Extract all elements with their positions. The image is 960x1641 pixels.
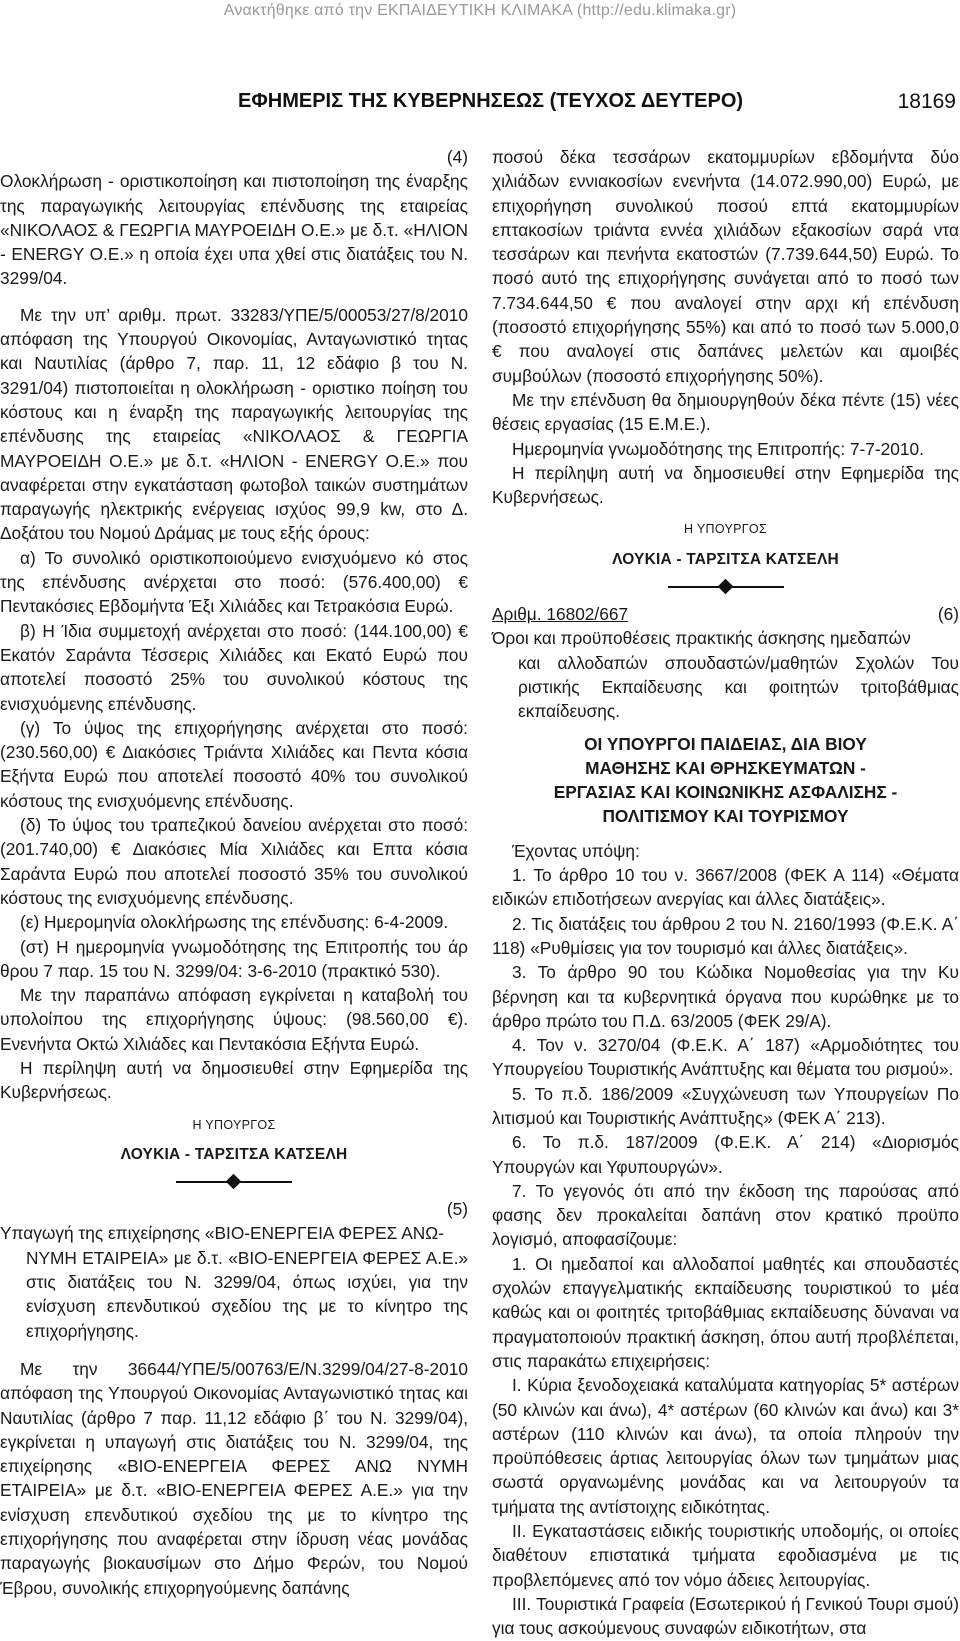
consideration-item: 2. Τις διατάξεις του άρθρου 2 του Ν. 2160/1993 (Φ.Ε.Κ. Α΄ 118) «Ρυθμίσεις για τον τουρισμό και άλλες διατάξεις».: [492, 913, 959, 958]
page-header: [0, 90, 960, 120]
ministers-heading: [492, 732, 959, 829]
diamond-icon: [717, 579, 733, 595]
section-divider: [492, 576, 959, 598]
item-5-signer-name: ΛΟΥΚΙΑ - ΤΑΡΣΙΤΣΑ ΚΑΤΣΕΛΗ: [612, 550, 839, 568]
item-6-number: (6): [937, 604, 959, 625]
item-4-number: (4): [446, 147, 468, 167]
consideration-item: 4. Τον ν. 3270/04 (Φ.Ε.Κ. Α΄ 187) «Αρμοδιότητες του Υπουργείου Τουριστικής Ανάπτυξης και θέματα του ρισμού».: [492, 1035, 959, 1080]
ministers-heading-line: ΟΙ ΥΠΟΥΡΓΟΙ ΠΑΙΔΕΙΑΣ, ΔΙΑ ΒΙΟΥ: [584, 733, 867, 754]
item-5-continued: Η περίληψη αυτή να δημοσιευθεί στην Εφημερίδα της Κυβερνήσεως.: [492, 462, 959, 508]
decision-article: I. Κύρια ξενοδοχειακά καταλύματα κατηγορίας 5* αστέρων (50 κλινών και άνω), 4* αστέρων (60 κλινών και άνω) και 3* αστέρων (110 κλινών και άνω), τα οποία πληρούν την προϋπόθεσεις άρτιας λειτουργίας όλων των τμημάτων μιας σωστά οργανωμένης μονάδας και να λειτουργούν τα τμήματα της αντίστοιχης ειδικότητας.: [492, 1375, 959, 1517]
consideration-item: 3. Το άρθρο 90 του Κώδικα Νομοθεσίας για την Κυ βέρνηση και τα κυβερνητικά όργανα που κυρώθηκε με το άρθρο πρώτο του Π.Δ. 63/2005 (ΦΕΚ 29/Α).: [492, 962, 959, 1031]
item-4-paragraph: (ε) Ημερομηνία ολοκλήρωσης της επένδυσης: 6-4-2009.: [20, 912, 449, 933]
consideration-item: 7. Το γεγονός ότι από την έκδοση της παρούσας από φασης δεν προκαλείται δαπάνη στον κρατικό προϋπο λογισμό, αποφασίζουμε:: [492, 1180, 959, 1250]
right-column: [492, 145, 959, 1641]
item-6-header: [492, 602, 959, 626]
consideration-item: 6. Το π.δ. 187/2009 (Φ.Ε.Κ. Α΄ 214) «Διορισμός Υπουργών και Υφυπουργών».: [492, 1132, 959, 1177]
item-4-signer-role: Η ΥΠΟΥΡΓΟΣ: [192, 1117, 276, 1132]
ministers-heading-line: ΠΟΛΙΤΙΣΜΟΥ ΚΑΙ ΤΟΥΡΙΣΜΟΥ: [602, 806, 849, 827]
source-note[interactable]: Ανακτήθηκε από την ΕΚΠΑΙΔΕΥΤΙΚΗ ΚΛΙΜΑΚΑ (http://edu.klimaka.gr): [223, 2, 737, 19]
item-4-paragraph: (γ) Το ύψος της επιχορήγησης ανέρχεται στο ποσό: (230.560,00) € Διακόσιες Τριάντα Χιλιάδες και Πεντα κόσια Εξήντα Ευρώ που αποτελεί ποσοστό 40% του συνολικού κόστους της ενισχυόμενης επένδυσης.: [0, 717, 468, 811]
item-4-paragraph: (δ) Το ύψος του τραπεζικού δανείου ανέρχεται στο ποσό: (201.740,00) € Διακόσιες Μία Χιλιάδες και Επτα κόσια Σαράντα Ευρώ που αποτελεί ποσοστό 35% του συνολικού κόστους της ενισχυόμενης επένδυσης.: [0, 815, 468, 908]
page-number: 18169: [897, 90, 956, 113]
item-5-title-first: Υπαγωγή της επιχείρησης «ΒΙΟ-ΕΝΕΡΓΕΙΑ ΦΕΡΕΣ ΑΝΩ-: [0, 1223, 444, 1244]
item-4-title: Ολοκλήρωση - οριστικοποίηση και πιστοποίηση της έναρξης της παραγωγικής λειτουργίας επένδυσης της εταιρείας «ΝΙΚΟΛΑΟΣ & ΓΕΩΡΓΙΑ ΜΑΥΡΟΕΙΔΗ Ο.Ε.» με δ.τ. «ΗΛΙΟΝ - ENERGY Ο.Ε.» η οποία έχει υπα χθεί στις διατάξεις του Ν. 3299/04.: [0, 171, 468, 289]
item-6-title-rest: και αλλοδαπών σπουδαστών/μαθητών Σχολών Του ριστικής Εκπαίδευσης και φοιτητών τριτοβάθμιας εκπαίδευσης.: [518, 652, 959, 722]
consideration-item: 1. Το άρθρο 10 του ν. 3667/2008 (ΦΕΚ Α 114) «Θέματα ειδικών επιδοτήσεων ανεργίας και άλλες διατάξεις».: [492, 865, 959, 910]
item-4-paragraph: Η περίληψη αυτή να δημοσιευθεί στην Εφημερίδα της Κυβερνήσεως.: [0, 1057, 468, 1103]
left-column: [0, 145, 468, 1600]
gazette-title: ΕΦΗΜΕΡΙΣ ΤΗΣ ΚΥΒΕΡΝΗΣΕΩΣ (ΤΕΥΧΟΣ ΔΕΥΤΕΡΟ): [238, 90, 744, 112]
item-4-paragraph: Με την υπ’ αριθμ. πρωτ. 33283/ΥΠΕ/5/00053/27/8/2010 απόφαση της Υπουργού Οικονομίας, Ανταγωνιστικό τητας και Ναυτιλίας (άρθρο 7, παρ. 11, 12 εδάφιο β του Ν. 3291/04) πιστοποιείται η ολοκλήρωση - οριστικο ποίηση του κόστους και η έναρξη της παραγωγικής λειτουργίας της επένδυσης της εταιρείας «ΝΙΚΟΛΑΟΣ & ΓΕΩΡΓΙΑ ΜΑΥΡΟΕΙΔΗ Ο.Ε.» με δ.τ. «ΗΛΙΟΝ - ENERGY Ο.Ε.» που αναφέρεται στην εγκατάσταση φωτοβολ ταικών συστημάτων παραγωγής ηλεκτρικής ενέργειας ισχύος 99,9 kw, στο Δ. Δοξάτου του Νομού Δράμας με τους εξής όρους:: [0, 304, 468, 544]
item-5-continued: Με την επένδυση θα δημιουργηθούν δέκα πέντε (15) νέες θέσεις εργασίας (15 Ε.Μ.Ε.).: [492, 389, 959, 435]
item-6-title-first: Όροι και προϋποθέσεις πρακτικής άσκησης ημεδαπών: [492, 628, 911, 649]
diamond-icon: [226, 1174, 242, 1190]
item-6-reference: Αριθμ. 16802/667: [492, 604, 629, 625]
item-4-paragraph: β) Η Ίδια συμμετοχή ανέρχεται στο ποσό: (144.100,00) € Εκατόν Σαράντα Τέσσερις Χιλιάδες και Εκατό Ευρώ που αποτελεί ποσοστό 25% του συνολικού κόστους της ενισχυόμενης επένδυσης.: [0, 620, 468, 714]
item-4-paragraph: α) Το συνολικό οριστικοποιούμενο ενισχυόμενο κό στος της επένδυσης ανέρχεται στο ποσό: (576.400,00) € Πεντακόσιες Εβδομήντα Έξι Χιλιάδες και Τετρακόσια Ευρώ.: [0, 547, 468, 617]
section-divider: [0, 1171, 468, 1193]
item-5-signer-role: Η ΥΠΟΥΡΓΟΣ: [684, 522, 767, 537]
item-4-signer-name: ΛΟΥΚΙΑ - ΤΑΡΣΙΤΣΑ ΚΑΤΣΕΛΗ: [120, 1145, 348, 1163]
item-5-continued: ποσού δέκα τεσσάρων εκατομμυρίων εβδομήντα δύο χιλιάδων εννιακοσίων ενενήντα (14.072.990,00) Ευρώ, με επιχορήγηση συνολικού ποσού επτά εκατομμυρίων επτακοσίων τριάντα εννέα χιλιάδων εξακοσίων σαρά ντα τεσσάρων και πενήντα εκατοστών (7.739.644,50) Ευρώ. Το ποσό αυτό της επιχορήγησης συνάγεται από το ποσό των 7.734.644,50 € που αναλογεί στην αρχι κή επένδυση (ποσοστό επιχορήγησης 55%) και από το ποσό των 5.000,0 € που αναλογεί στις δαπάνες μελετών και αμοιβές συμβούλων (ποσοστό επιχορήγησης 50%).: [492, 147, 959, 386]
item-5-paragraph: Με την 36644/ΥΠΕ/5/00763/Ε/Ν.3299/04/27-8-2010 απόφαση της Υπουργού Οικονομίας Ανταγωνιστικό τητας και Ναυτιλίας (άρθρο 7 παρ. 11,12 εδάφιο β΄ του Ν. 3299/04), εγκρίνεται η υπαγωγή στις διατάξεις του Ν. 3299/04, της επιχείρησης «ΒΙΟ-ΕΝΕΡΓΕΙΑ ΦΕΡΕΣ ΑΝΩ ΝΥΜΗ ΕΤΑΙΡΕΙΑ» με δ.τ. «ΒΙΟ-ΕΝΕΡΓΕΙΑ ΦΕΡΕΣ Α.Ε.» για την ενίσχυση επενδυτικού σχεδίου της με το κίνητρο της επιχορήγησης που αναφέρεται στην ίδρυση νέας μονάδας παραγωγής βιοκαυσίμων στο Δήμο Φερών, του Νομού Έβρου, συνολικής επιχορηγούμενης δαπάνης: [0, 1358, 468, 1598]
consideration-item: 5. Το π.δ. 186/2009 «Συγχώνευση των Υπουργείων Πο λιτισμού και Τουριστικής Ανάπτυξης» (ΦΕΚ Α΄ 213).: [492, 1083, 959, 1128]
item-4-paragraph: Με την παραπάνω απόφαση εγκρίνεται η καταβολή του υπολοίπου της επιχορήγησης ύψους: (98.560,00 €). Ενενήντα Οκτώ Χιλιάδες και Πεντακόσια Εξήντα Ευρώ.: [0, 985, 468, 1054]
decision-article: II. Εγκαταστάσεις ειδικής τουριστικής υποδομής, οι οποίες διαθέτουν επιστατικά τμήματα εφοδιασμένα με τις προβλεπόμενες από τον νόμο άδειες λειτουργίας.: [492, 1521, 959, 1590]
ministers-heading-line: ΕΡΓΑΣΙΑΣ ΚΑΙ ΚΟΙΝΩΝΙΚΗΣ ΑΣΦΑΛΙΣΗΣ -: [553, 782, 898, 803]
item-4-paragraph: (στ) Η ημερομηνία γνωμοδότησης της Επιτροπής του άρ θρου 7 παρ. 15 του Ν. 3299/04: 3-6-2010 (πρακτικό 530).: [0, 936, 468, 981]
item-5-continued: Ημερομηνία γνωμοδότησης της Επιτροπής: 7-7-2010.: [512, 438, 924, 459]
item-5-number: (5): [446, 1199, 468, 1220]
item-5-title-rest: ΝΥΜΗ ΕΤΑΙΡΕΙΑ» με δ.τ. «ΒΙΟ-ΕΝΕΡΓΕΙΑ ΦΕΡΕΣ Α.Ε.» στις διατάξεις του Ν. 3299/04, όπως ισχύει, για την ενίσχυση επενδυτικού σχεδίου της με το κίνητρο της επιχορήγησης.: [26, 1247, 468, 1341]
ministers-heading-line: ΜΑΘΗΣΗΣ ΚΑΙ ΘΡΗΣΚΕΥΜΑΤΩΝ -: [585, 757, 866, 778]
decision-article: 1. Οι ημεδαποί και αλλοδαποί μαθητές και σπουδαστές σχολών επαγγελματικής εκπαίδευσης τουριστικού το μέα καθώς και οι φοιτητές τριτοβάθμιας εκπαίδευσης δύναναι να πραγματοποιούν πρακτική άσκηση, όπου αυτή προβλέπεται, στις παρακάτω επιχειρήσεις:: [492, 1253, 959, 1371]
decision-article: III. Τουριστικά Γραφεία (Εσωτερικού ή Γενικού Τουρι σμού) για τους ασκούμενους συναφών ειδικοτήτων, στα: [492, 1593, 959, 1639]
having-regard: Έχοντας υπόψη:: [512, 840, 640, 861]
